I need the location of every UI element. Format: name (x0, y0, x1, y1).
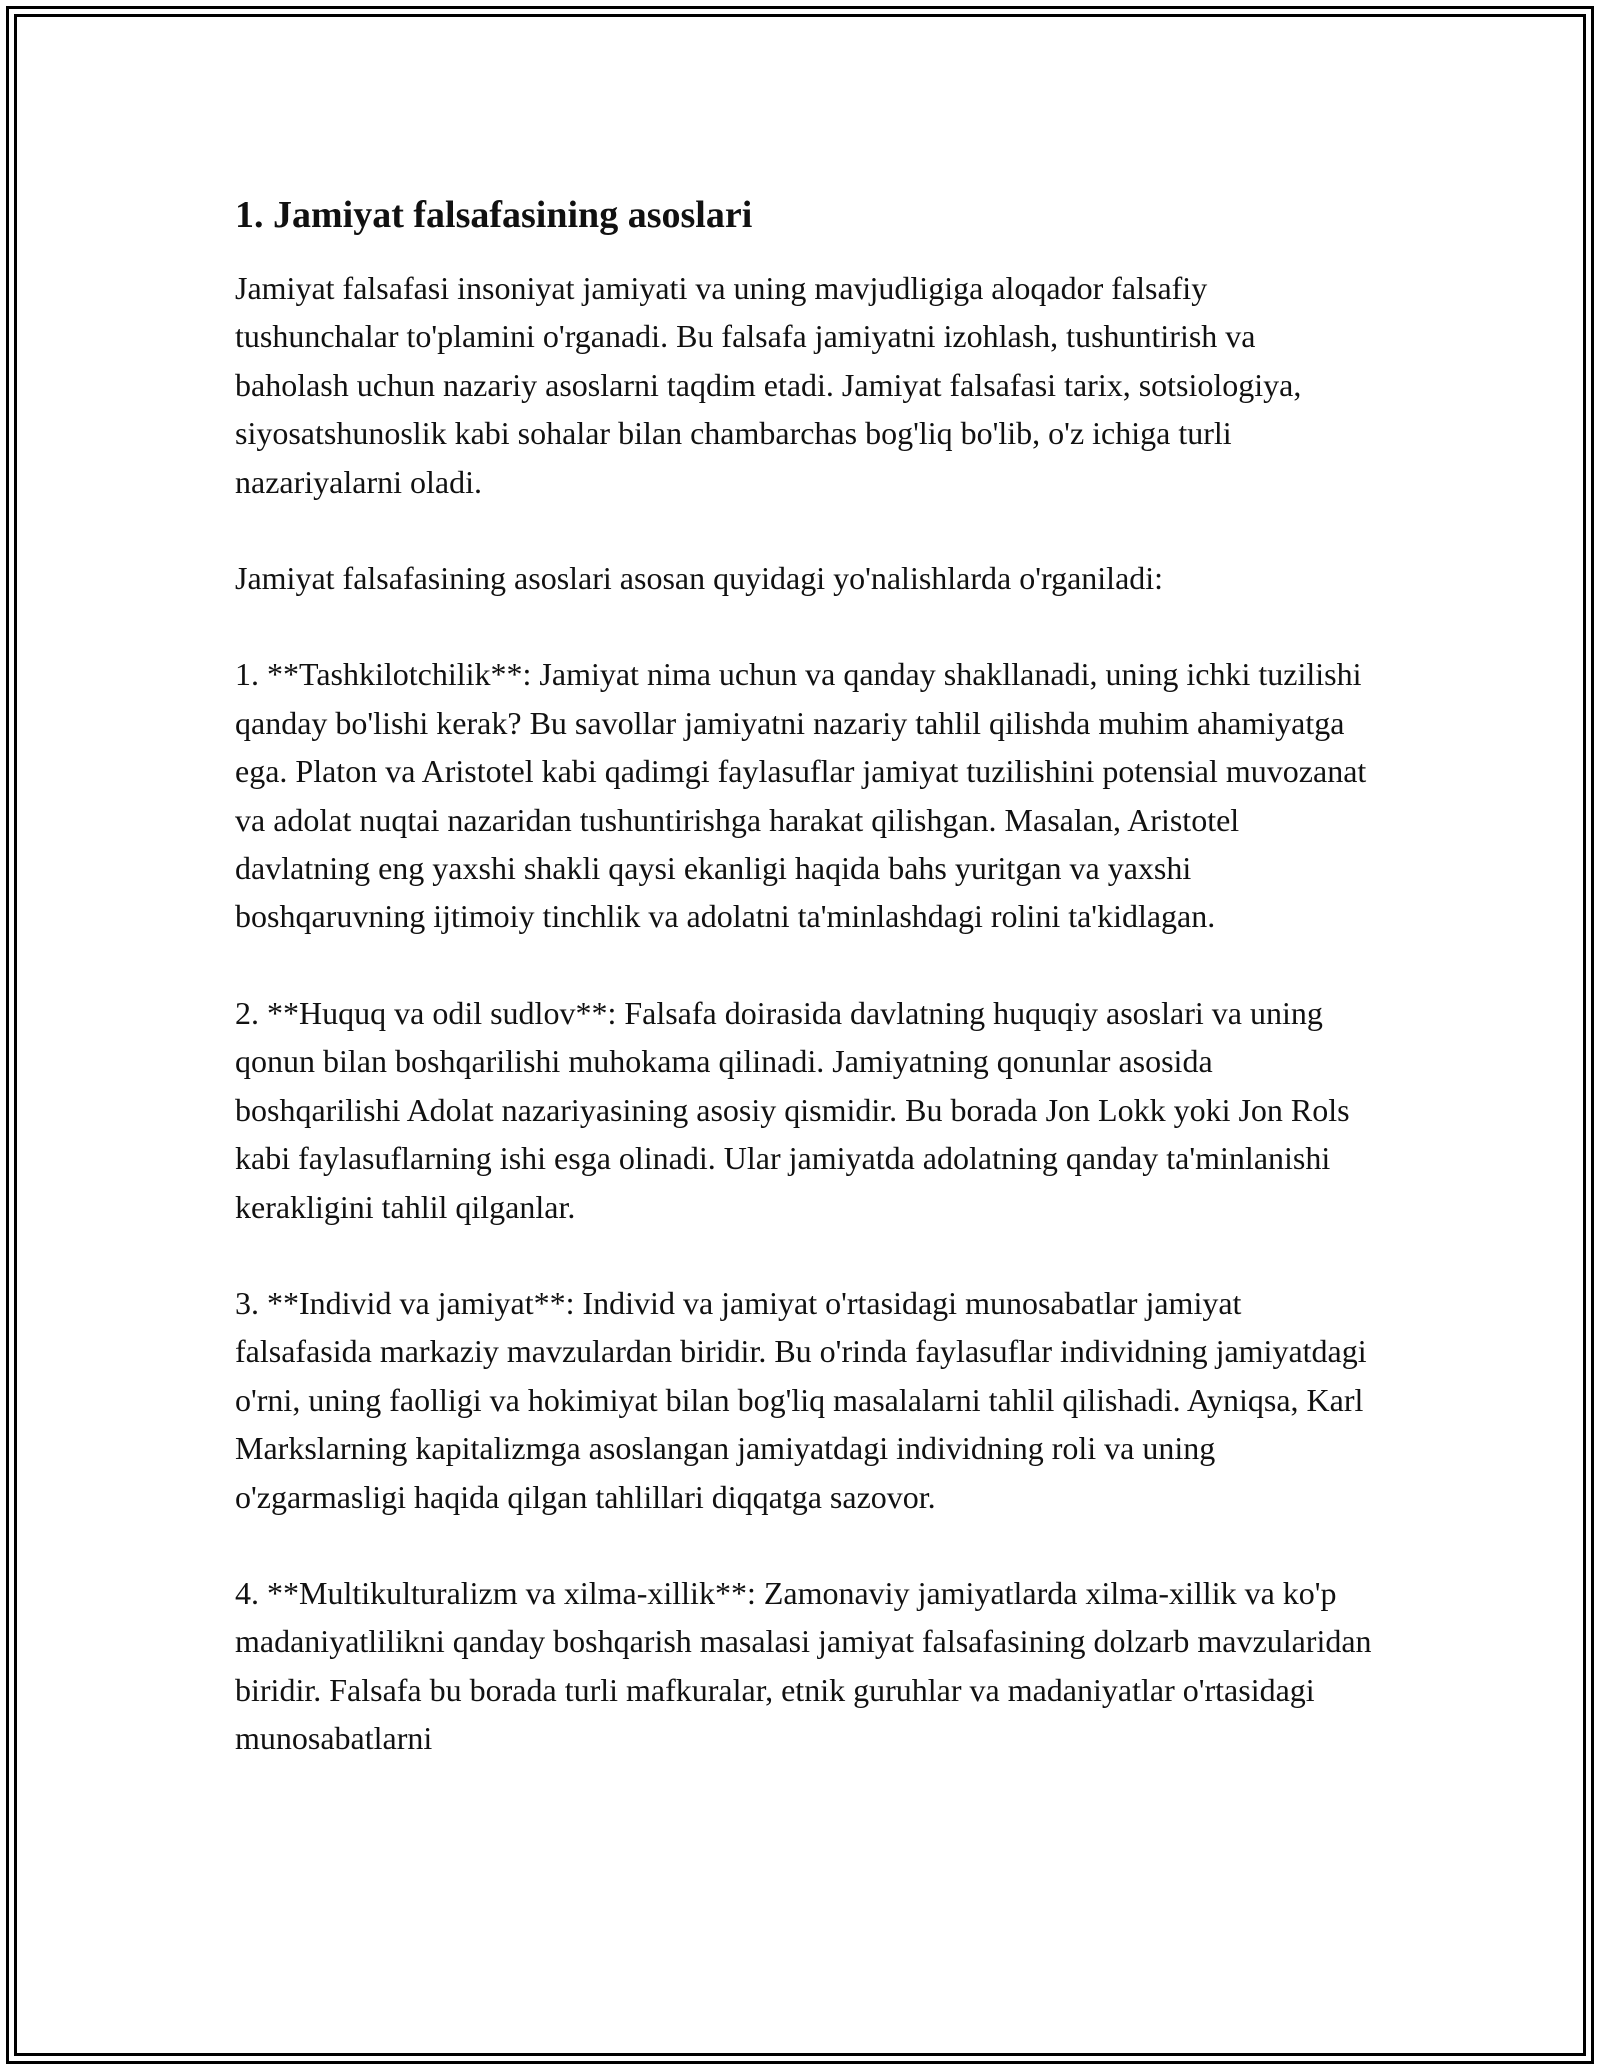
paragraph-point-3: 3. **Individ va jamiyat**: Individ va jamiyat o'rtasidagi munosabatlar jamiyat falsafasida markaziy mavzulardan biridir. Bu o'rinda faylasuflar individning jamiyatdagi o'rni, uning faolligi va hokimiyat bilan bog'liq masalalarni tahlil qilishadi. Ayniqsa, Karl Markslarning kapitalizmga asoslangan jamiyatdagi individning roli va uning o'zgarmasligi haqida qilgan tahlillari diqqatga sazovor. (235, 1284, 1367, 1515)
document-body (235, 186, 1375, 1763)
paragraph-point-4: 4. **Multikulturalizm va xilma-xillik**: Zamonaviy jamiyatlarda xilma-xillik va ko'p madaniyatlilikni qanday boshqarish masalasi jamiyat falsafasining dolzarb mavzularidan biridir. Falsafa bu borada turli mafkuralar, etnik guruhlar va madaniyatlar o'rtasidagi munosabatlarni (235, 1574, 1372, 1757)
section-heading: 1. Jamiyat falsafasining asoslari (235, 194, 753, 236)
paragraph-intro: Jamiyat falsafasi insoniyat jamiyati va uning mavjudligiga aloqador falsafiy tushunchalar to'plamini o'rganadi. Bu falsafa jamiyatni izohlash, tushuntirish va baholash uchun nazariy asoslarni taqdim etadi. Jamiyat falsafasi tarix, sotsiologiya, siyosatshunoslik kabi sohalar bilan chambarchas bog'liq bo'lib, o'z ichiga turli nazariyalarni oladi. (235, 270, 1302, 500)
paragraph-point-1: 1. **Tashkilotchilik**: Jamiyat nima uchun va qanday shakllanadi, uning ichki tuzilishi qanday bo'lishi kerak? Bu savollar jamiyatni nazariy tahlil qilishda muhim ahamiyatga ega. Platon va Aristotel kabi qadimgi faylasuflar jamiyat tuzilishini potensial muvozanat va adolat nuqtai nazaridan tushuntirishga harakat qilishgan. Masalan, Aristotel davlatning eng yaxshi shakli qaysi ekanligi haqida bahs yuritgan va yaxshi boshqaruvning ijtimoiy tinchlik va adolatni ta'minlashdagi rolini ta'kidlagan. (235, 656, 1367, 935)
paragraph-point-2: 2. **Huquq va odil sudlov**: Falsafa doirasida davlatning huquqiy asoslari va uning qonun bilan boshqarilishi muhokama qilinadi. Jamiyatning qonunlar asosida boshqarilishi Adolat nazariyasining asosiy qismidir. Bu borada Jon Lokk yoki Jon Rols kabi faylasuflarning ishi esga olinadi. Ular jamiyatda adolatning qanday ta'minlanishi kerakligini tahlil qilganlar. (235, 994, 1350, 1225)
paragraph-directions: Jamiyat falsafasining asoslari asosan quyidagi yo'nalishlarda o'rganiladi: (235, 560, 1164, 597)
